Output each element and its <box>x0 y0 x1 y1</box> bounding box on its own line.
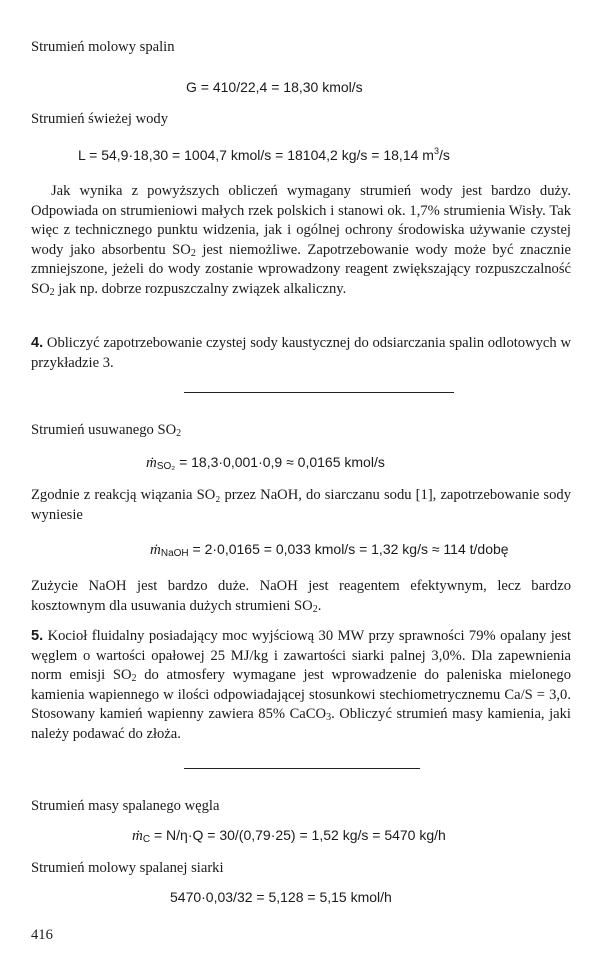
problem-text: . Obliczyć strumień masy kamienia, jaki należy podawać do złoża. <box>31 706 571 742</box>
flue-gas-molar-flow-label: Strumień molowy spalin <box>31 39 175 55</box>
subscript: 2 <box>176 428 182 439</box>
subscript: NaOH <box>160 548 189 559</box>
section-divider <box>184 392 454 393</box>
subscript: 2 <box>131 673 137 684</box>
subscript: 3 <box>326 712 332 723</box>
mass-flow-symbol: ṁ <box>146 455 157 471</box>
subscript: 2 <box>190 247 196 259</box>
removed-so2-flow-equation <box>146 453 385 474</box>
label-text: Strumień usuwanego SO <box>31 422 177 438</box>
naoh-demand-equation <box>150 540 509 561</box>
exponent: 3 <box>433 146 439 156</box>
naoh-demand-paragraph <box>31 486 571 525</box>
sulfur-molar-flow-label: Strumień molowy spalanej siarki <box>31 860 224 876</box>
equation-text: = 2·0,0165 = 0,033 kmol/s = 1,32 kg/s ≈ 114 t/dobę <box>188 541 509 557</box>
subscript: 2 <box>312 603 318 615</box>
sulfur-molar-flow-equation: 5470·0,03/32 = 5,128 = 5,15 kmol/h <box>170 889 392 905</box>
problem-number: 5. <box>31 628 44 644</box>
equation-text: = 18,3·0,001·0,9 ≈ 0,0165 kmol/s <box>175 454 385 470</box>
paragraph-text: Zgodnie z reakcją wiązania SO₂ przez NaOH, do siarczanu sodu [1], zapotrzebowanie sody wyniesie <box>31 487 571 523</box>
problem-number: 4. <box>31 335 44 351</box>
paragraph-text: Jak wynika z powyższych obliczeń wymagany strumień wody jest bardzo duży. Odpowiada on strumieniowi małych rzek polskich i stanowi ok. 1,7% strumienia Wisły. Tak więc z technicznego punktu widzenia, jak i ogólnej ochrony środowiska używanie czystej wody jako absorbentu SO <box>31 183 571 258</box>
page-number: 416 <box>31 927 53 943</box>
paragraph-text: . <box>317 597 322 614</box>
naoh-usage-paragraph <box>31 577 571 616</box>
section-divider <box>184 768 420 769</box>
subscript: SO₂ <box>156 461 176 472</box>
problem-text: Kocioł fluidalny posiadający moc wyjściową 30 MW przy sprawności 79% opalany jest węglem o wartości opałowej 25 MJ/kg i zawartości siarki palnej 3,0%. Dla zapewnienia norm emisji SO <box>31 628 571 683</box>
problem-5 <box>31 627 571 744</box>
mass-flow-symbol: ṁ <box>132 828 143 844</box>
fresh-water-flow-equation-unit: /s <box>438 147 450 163</box>
paragraph-text: jest niemożliwe. Zapotrzebowanie wody może być znacznie zmniejszone, jeżeli do wody zostanie wprowadzony reagent zwiększający rozpuszczalność SO <box>31 241 571 297</box>
subscript: C <box>142 834 151 845</box>
paragraph-text: jak np. dobrze rozpuszczalny związek alkaliczny. <box>54 280 347 297</box>
coal-mass-flow-equation <box>132 826 446 847</box>
mass-flow-symbol: ṁ <box>150 542 161 558</box>
fresh-water-flow-equation <box>78 146 450 166</box>
water-demand-paragraph <box>31 182 571 299</box>
equation-text: = N/η·Q = 30/(0,79·25) = 1,52 kg/s = 5470 kg/h <box>150 827 446 843</box>
problem-text: Obliczyć zapotrzebowanie czystej sody kaustycznej do odsiarczania spalin odlotowych w przykładzie 3. <box>31 335 571 371</box>
problem-4 <box>31 334 571 373</box>
subscript: 2 <box>49 286 55 298</box>
fresh-water-flow-equation-main: L = 54,9·18,30 = 1004,7 kmol/s = 18104,2 kg/s = 18,14 m <box>78 147 434 163</box>
removed-so2-flow-label <box>31 421 181 441</box>
coal-mass-flow-label: Strumień masy spalanego węgla <box>31 798 220 814</box>
paragraph-text: Zużycie NaOH jest bardzo duże. NaOH jest reagentem efektywnym, lecz bardzo kosztownym dla usuwania dużych strumieni SO <box>31 578 571 614</box>
problem-text: do atmosfery wymagane jest wprowadzenie do paleniska mielonego kamienia wapiennego w ilości odpowiadającej stosunkowi stechiometrycznemu Ca/S = 3,0. Stosowany kamień wapienny zawiera 85% CaCO <box>31 667 571 722</box>
fresh-water-flow-label: Strumień świeżej wody <box>31 111 168 127</box>
flue-gas-molar-flow-equation: G = 410/22,4 = 18,30 kmol/s <box>186 79 363 95</box>
